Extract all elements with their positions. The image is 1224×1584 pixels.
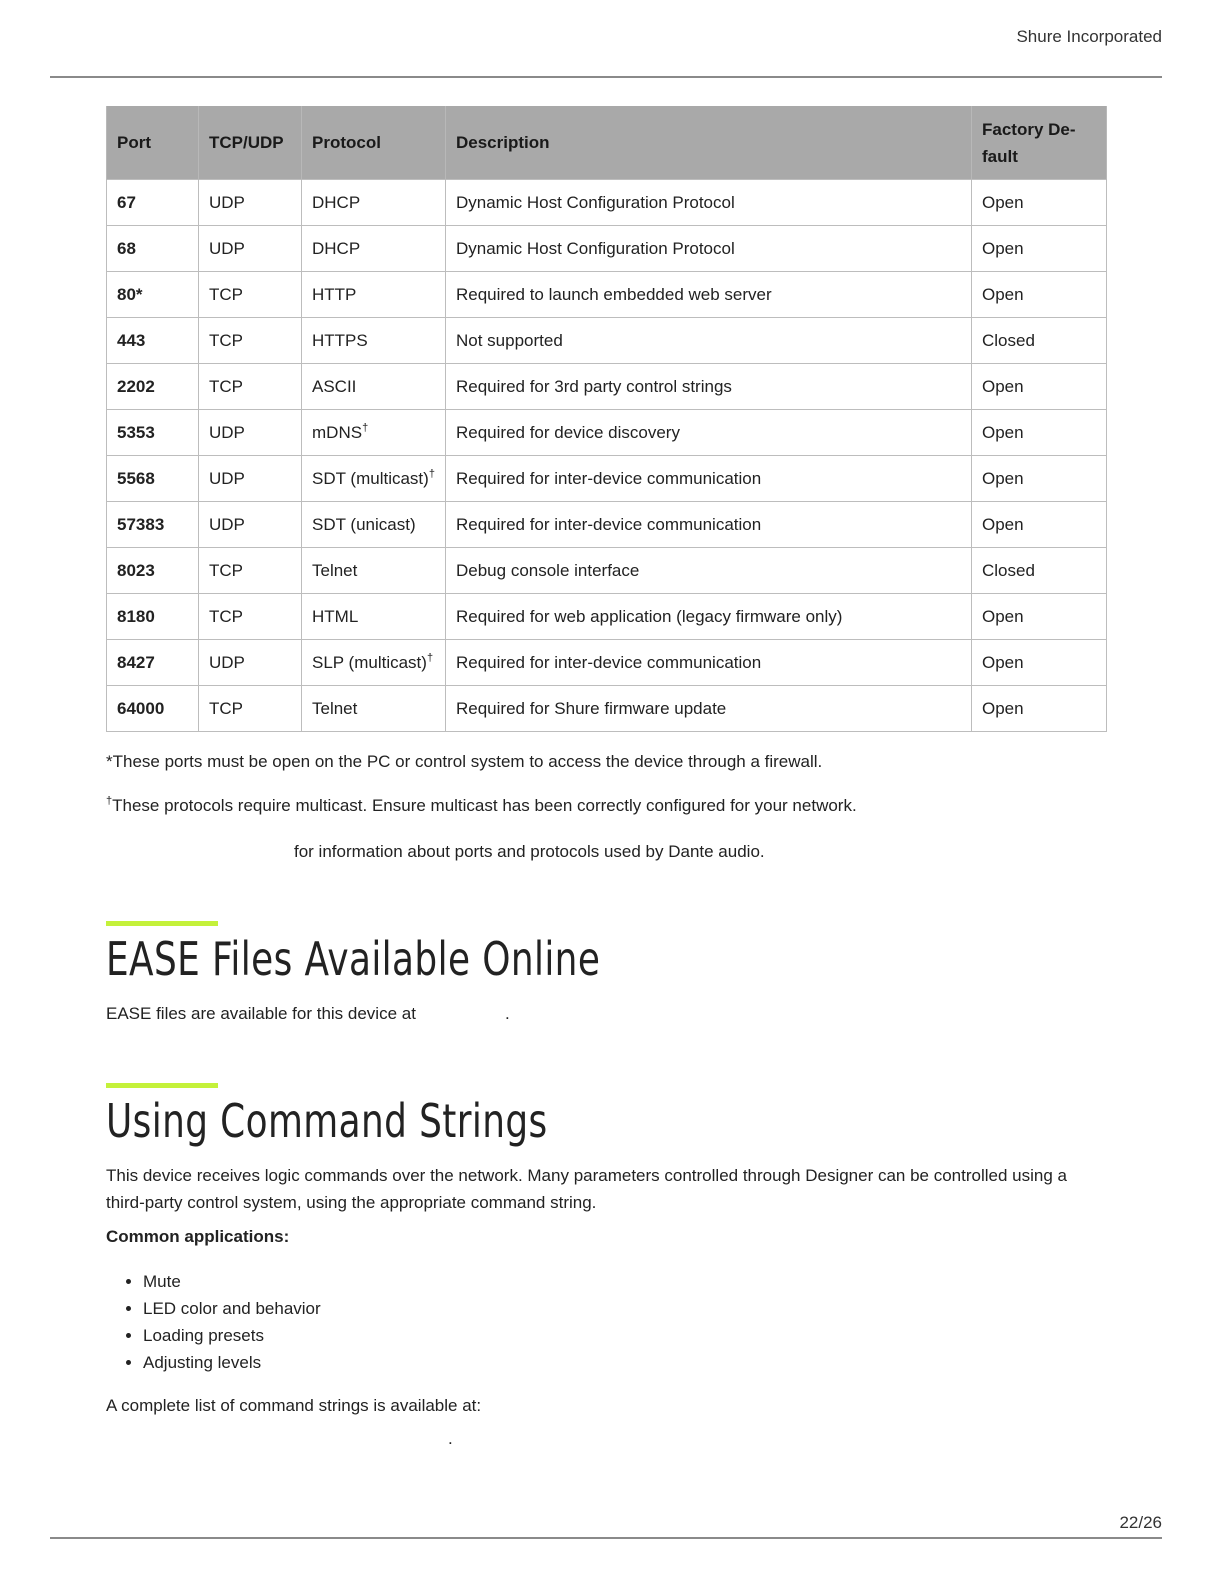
- cell-protocol: [302, 364, 446, 410]
- table-row: [107, 548, 1107, 594]
- table-row: [107, 456, 1107, 502]
- cell-port: 57383: [107, 502, 199, 548]
- cell-type: TCP: [199, 364, 302, 410]
- table-row: [107, 410, 1107, 456]
- protocol-name: DHCP: [312, 238, 361, 258]
- cell-type: TCP: [199, 548, 302, 594]
- cell-description: Required for web application (legacy firmware only): [446, 594, 972, 640]
- cell-port: 64000: [107, 686, 199, 732]
- cell-port: 8427: [107, 640, 199, 686]
- cell-description: Dynamic Host Configuration Protocol: [446, 226, 972, 272]
- cell-type: UDP: [199, 180, 302, 226]
- table-row: [107, 180, 1107, 226]
- cell-protocol: [302, 502, 446, 548]
- cell-description: Required for inter-device communication: [446, 640, 972, 686]
- table-row: [107, 594, 1107, 640]
- page-content: [106, 106, 1106, 1448]
- table-row: [107, 640, 1107, 686]
- cell-port: 8023: [107, 548, 199, 594]
- cell-factory-default: Open: [972, 686, 1107, 732]
- list-item: • Adjusting levels: [143, 1349, 321, 1376]
- table-row: [107, 364, 1107, 410]
- cell-type: UDP: [199, 456, 302, 502]
- cell-type: TCP: [199, 686, 302, 732]
- cell-protocol: [302, 456, 446, 502]
- cell-protocol: [302, 180, 446, 226]
- commands-accent-bar: [106, 1083, 218, 1088]
- cell-protocol: [302, 318, 446, 364]
- protocol-name: Telnet: [312, 698, 358, 718]
- cell-type: UDP: [199, 502, 302, 548]
- commands-section-title: Using Command Strings: [106, 1094, 548, 1148]
- cell-description: Debug console interface: [446, 548, 972, 594]
- cell-factory-default: Open: [972, 456, 1107, 502]
- list-item: • LED color and behavior: [143, 1295, 321, 1322]
- ease-text: [106, 1000, 510, 1027]
- cell-description: Dynamic Host Configuration Protocol: [446, 180, 972, 226]
- protocol-name: DHCP: [312, 192, 361, 212]
- commands-intro: This device receives logic commands over the network. Many parameters controlled through Designer can be controlled using a third-party control system, using the appropriate command string.: [106, 1166, 1067, 1212]
- multicast-dagger: †: [426, 651, 434, 664]
- cell-protocol: [302, 226, 446, 272]
- cell-protocol: [302, 594, 446, 640]
- header-port: Port: [107, 106, 199, 180]
- header-company: Shure Incorporated: [1016, 27, 1162, 46]
- cell-type: UDP: [199, 640, 302, 686]
- common-applications-label: Common applications:: [106, 1227, 290, 1246]
- dagger-note: [106, 796, 857, 816]
- cell-protocol: [302, 686, 446, 732]
- protocol-name: SLP (multicast): [312, 652, 427, 672]
- ports-table: [106, 106, 1107, 732]
- cell-protocol: [302, 272, 446, 318]
- cell-factory-default: Open: [972, 226, 1107, 272]
- asterisk-note: *These ports must be open on the PC or control system to access the device through a firewall.: [106, 752, 823, 771]
- cell-description: Not supported: [446, 318, 972, 364]
- cell-port: 443: [107, 318, 199, 364]
- cell-port: 5353: [107, 410, 199, 456]
- cell-type: UDP: [199, 226, 302, 272]
- cell-port: 2202: [107, 364, 199, 410]
- cell-factory-default: Open: [972, 640, 1107, 686]
- protocol-name: SDT (unicast): [312, 514, 416, 534]
- cell-description: Required for 3rd party control strings: [446, 364, 972, 410]
- ease-text-body: EASE files are available for this device at: [106, 1004, 416, 1023]
- command-list-text: A complete list of command strings is available at:: [106, 1396, 482, 1415]
- list-item: • Loading presets: [143, 1322, 321, 1349]
- cell-factory-default: Closed: [972, 548, 1107, 594]
- cell-port: 80*: [107, 272, 199, 318]
- footer-divider: [50, 1537, 1162, 1539]
- header-protocol: Protocol: [302, 106, 446, 180]
- header-factory-default: Factory De-fault: [972, 106, 1107, 180]
- header-tcp-udp: TCP/UDP: [199, 106, 302, 180]
- protocol-name: HTTP: [312, 284, 357, 304]
- header-description: Description: [446, 106, 972, 180]
- cell-protocol: [302, 410, 446, 456]
- dante-note: for information about ports and protocols used by Dante audio.: [294, 842, 765, 861]
- ease-section-title: EASE Files Available Online: [106, 932, 601, 986]
- applications-list: [106, 1268, 321, 1376]
- cell-description: Required to launch embedded web server: [446, 272, 972, 318]
- ease-period: .: [504, 1004, 510, 1023]
- table-row: [107, 272, 1107, 318]
- protocol-name: mDNS: [312, 422, 363, 442]
- protocol-name: ASCII: [312, 376, 357, 396]
- cell-type: TCP: [199, 272, 302, 318]
- cell-description: Required for Shure firmware update: [446, 686, 972, 732]
- cell-port: 8180: [107, 594, 199, 640]
- cell-factory-default: Closed: [972, 318, 1107, 364]
- page-number: 22/26: [1119, 1513, 1162, 1532]
- command-list-period: .: [448, 1429, 453, 1448]
- protocol-name: Telnet: [312, 560, 358, 580]
- multicast-dagger: †: [428, 467, 435, 480]
- cell-factory-default: Open: [972, 364, 1107, 410]
- cell-description: Required for device discovery: [446, 410, 972, 456]
- cell-factory-default: Open: [972, 594, 1107, 640]
- cell-factory-default: Open: [972, 502, 1107, 548]
- cell-type: UDP: [199, 410, 302, 456]
- list-item: • Mute: [143, 1268, 321, 1295]
- cell-type: TCP: [199, 318, 302, 364]
- cell-factory-default: Open: [972, 272, 1107, 318]
- table-row: [107, 226, 1107, 272]
- cell-protocol: [302, 548, 446, 594]
- multicast-dagger: †: [362, 421, 369, 434]
- table-body: [107, 180, 1107, 732]
- cell-protocol: [302, 640, 446, 686]
- table-header-row: [107, 106, 1107, 180]
- protocol-name: HTTPS: [312, 330, 368, 350]
- table-row: [107, 502, 1107, 548]
- cell-factory-default: Open: [972, 410, 1107, 456]
- table-row: [107, 318, 1107, 364]
- cell-type: TCP: [199, 594, 302, 640]
- ease-accent-bar: [106, 921, 218, 926]
- table-row: [107, 686, 1107, 732]
- cell-description: Required for inter-device communication: [446, 456, 972, 502]
- dagger-mark: †: [106, 795, 113, 807]
- cell-description: Required for inter-device communication: [446, 502, 972, 548]
- header-divider: [50, 76, 1162, 78]
- cell-port: 5568: [107, 456, 199, 502]
- dagger-note-text: These protocols require multicast. Ensure multicast has been correctly configured for your network.: [112, 796, 857, 815]
- cell-factory-default: Open: [972, 180, 1107, 226]
- protocol-name: SDT (multicast): [312, 468, 429, 488]
- cell-port: 68: [107, 226, 199, 272]
- protocol-name: HTML: [312, 606, 359, 626]
- cell-port: 67: [107, 180, 199, 226]
